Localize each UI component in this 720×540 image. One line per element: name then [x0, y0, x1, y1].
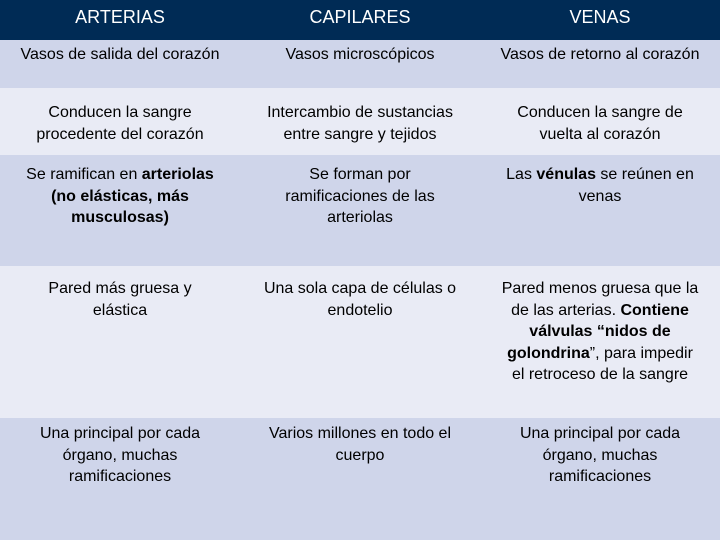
cell-text-line: [6, 164, 234, 186]
cell-r1-venas: [480, 40, 720, 88]
cell-r2-venas: [480, 88, 720, 155]
cell-text-bold: válvulas “nidos de: [529, 323, 671, 340]
cell-text: el retroceso de la sangre: [511, 366, 689, 383]
cell-r4-capilares: [240, 266, 480, 418]
header-capilares: [240, 0, 480, 40]
cell-text: Las: [506, 166, 537, 183]
cell-text: se reúnen en: [595, 166, 694, 183]
cell-text: cuerpo: [335, 446, 385, 464]
cell-r2-arterias: [0, 88, 240, 155]
cell-text: arteriolas: [327, 209, 393, 226]
cell-text: endotelio: [327, 301, 393, 319]
cell-text-line: [486, 300, 714, 322]
cell-text: ramificaciones: [548, 468, 652, 485]
cell-r5-arterias: [0, 418, 240, 540]
cell-text: Vasos de salida del corazón: [20, 46, 220, 63]
cell-text: entre sangre y tejidos: [283, 125, 437, 143]
cell-text: venas: [578, 187, 622, 205]
header-label: CAPILARES: [309, 7, 411, 27]
cell-text-bold: golondrina: [507, 344, 590, 362]
cell-text: Se ramifican en: [26, 166, 142, 183]
cell-text-line: [486, 343, 714, 365]
cell-text: Vasos de retorno al corazón: [500, 46, 700, 63]
cell-text-bold: (no elásticas, más: [51, 187, 189, 205]
header-arterias: [0, 0, 240, 40]
cell-r3-venas: [480, 155, 720, 266]
cell-r2-capilares: [240, 88, 480, 155]
cell-text: Intercambio de sustancias: [267, 104, 453, 121]
cell-text: Una sola capa de células o: [263, 280, 457, 297]
cell-text: Una principal por cada: [519, 425, 681, 442]
cell-text: Varios millones en todo el: [268, 425, 452, 442]
cell-text: ramificaciones de las: [285, 187, 435, 205]
cell-text: Conducen la sangre: [48, 104, 192, 121]
cell-r4-venas: [480, 266, 720, 418]
header-venas: [480, 0, 720, 40]
header-label: VENAS: [569, 7, 631, 27]
cell-text-bold: arteriolas: [141, 166, 214, 183]
cell-text: órgano, muchas: [62, 446, 178, 464]
cell-text-line: [486, 164, 714, 186]
cell-text: ramificaciones: [68, 468, 172, 485]
cell-text: elástica: [92, 301, 148, 319]
cell-text: Una principal por cada: [39, 425, 201, 442]
cell-text: Conducen la sangre de: [517, 104, 683, 121]
cell-r1-arterias: [0, 40, 240, 88]
cell-r5-capilares: [240, 418, 480, 540]
cell-text: vuelta al corazón: [539, 125, 661, 143]
cell-text-bold: Contiene: [620, 301, 689, 319]
cell-text: procedente del corazón: [36, 125, 204, 143]
cell-text: Pared más gruesa y: [48, 280, 192, 297]
cell-text: Se forman por: [309, 166, 411, 183]
cell-r3-arterias: [0, 155, 240, 266]
cell-text: órgano, muchas: [542, 446, 658, 464]
cell-r4-arterias: [0, 266, 240, 418]
header-label: ARTERIAS: [75, 7, 165, 27]
cell-text: de las arterias.: [511, 301, 621, 319]
cell-r3-capilares: [240, 155, 480, 266]
cell-text: Vasos microscópicos: [285, 46, 435, 63]
cell-text: Pared menos gruesa que la: [501, 280, 699, 297]
cell-text-bold: musculosas): [71, 209, 169, 226]
cell-r1-capilares: [240, 40, 480, 88]
cell-text: ”, para impedir: [589, 344, 693, 362]
cell-r5-venas: [480, 418, 720, 540]
cell-text-bold: vénulas: [536, 166, 596, 183]
